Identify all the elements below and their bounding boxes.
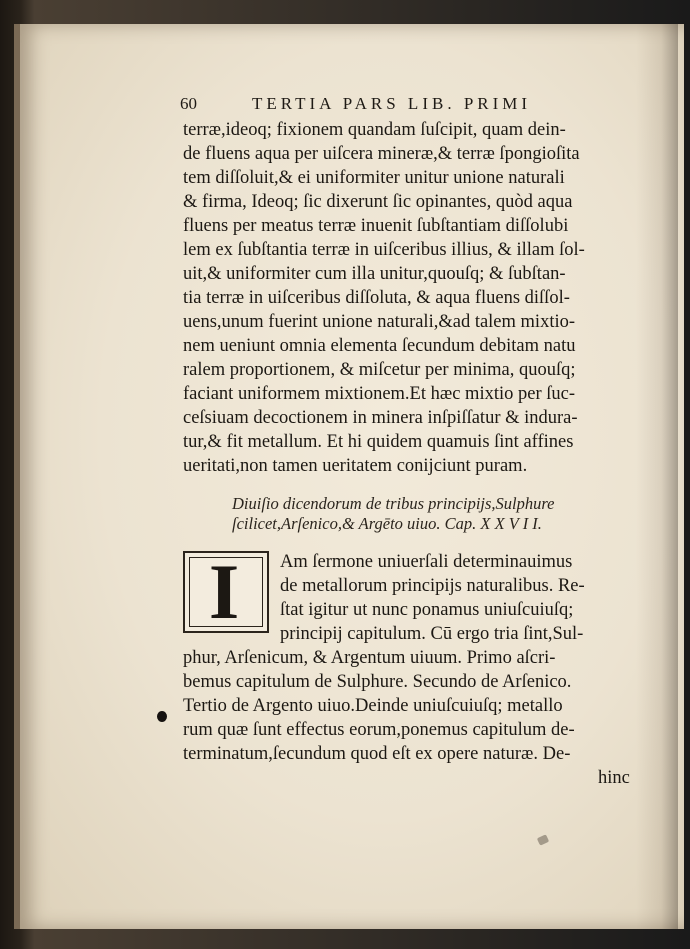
- text-line: ſtat igitur ut nunc ponamus uniuſcuiuſq;: [280, 600, 574, 620]
- margin-ink-dot: [157, 711, 167, 722]
- folio-number: 60: [180, 94, 197, 113]
- chapter-heading-line: ſcilicet,Arſenico,& Argēto uiuo. Cap. X X V I I.: [232, 514, 542, 533]
- text-line: terminatum,ſecundum quod eſt ex opere naturæ. De-: [183, 744, 571, 764]
- text-line: tur,& fit metallum. Et hi quidem quamuis ſint affines: [183, 432, 574, 452]
- text-line: Am ſermone uniuerſali determinauimus: [280, 552, 573, 572]
- text-line: nem ueniunt omnia elementa ſecundum debitam natu: [183, 336, 576, 356]
- text-line: uens,unum fuerint unione naturali,&ad talem mixtio-: [183, 312, 576, 332]
- text-line: faciant uniformem mixtionem.Et hæc mixtio per ſuc-: [183, 384, 575, 404]
- text-line: uit,& uniformiter cum illa unitur,quouſq; & ſubſtan-: [183, 264, 566, 284]
- text-line: fluens per meatus terræ inuenit ſubſtantiam diſſolubi: [183, 216, 569, 236]
- catchword: hinc: [598, 768, 630, 788]
- text-line: phur, Arſenicum, & Argentum uiuum. Primo aſcri-: [183, 648, 556, 668]
- decorated-initial: [183, 548, 269, 635]
- text-line: ueritati,non tamen ueritatem conijciunt puram.: [183, 456, 528, 476]
- chapter-heading-line: Diuiſio dicendorum de tribus principijs,Sulphure: [232, 494, 555, 513]
- text-line: ceſsiuam decoctionem in minera inſpiſſatur & indura-: [183, 408, 578, 428]
- text-line: bemus capitulum de Sulphure. Secundo de Arſenico.: [183, 672, 572, 692]
- page-gutter-shadow: [636, 24, 678, 929]
- text-line: rum quæ ſunt effectus eorum,ponemus capitulum de-: [183, 720, 575, 740]
- running-title: TERTIA PARS LIB. PRIMI: [252, 94, 532, 113]
- text-line: tia terræ in uiſceribus diſſoluta, & aqua fluens diſſol-: [183, 288, 570, 308]
- text-line: & firma, Ideoq; ſic dixerunt ſic opinantes, quòd aqua: [183, 192, 573, 212]
- text-line: lem ex ſubſtantia terræ in uiſceribus illius, & illam ſol-: [183, 240, 585, 260]
- text-line: terræ,ideoq; fixionem quandam ſuſcipit, quam dein-: [183, 120, 566, 140]
- text-line: ralem proportionem, & miſcetur per minima, quouſq;: [183, 360, 576, 380]
- text-line: principij capitulum. Cū ergo tria ſint,Sul-: [280, 624, 584, 644]
- text-line: tem diſſoluit,& ei uniformiter unitur unione naturali: [183, 168, 565, 188]
- text-line: de fluens aqua per uiſcera mineræ,& terræ ſpongioſita: [183, 144, 580, 164]
- text-line: de metallorum principijs naturalibus. Re-: [280, 576, 585, 596]
- initial-letter: I: [208, 548, 240, 635]
- page-header: [180, 94, 580, 116]
- text-line: Tertio de Argento uiuo.Deinde uniuſcuiuſq; metallo: [183, 696, 563, 716]
